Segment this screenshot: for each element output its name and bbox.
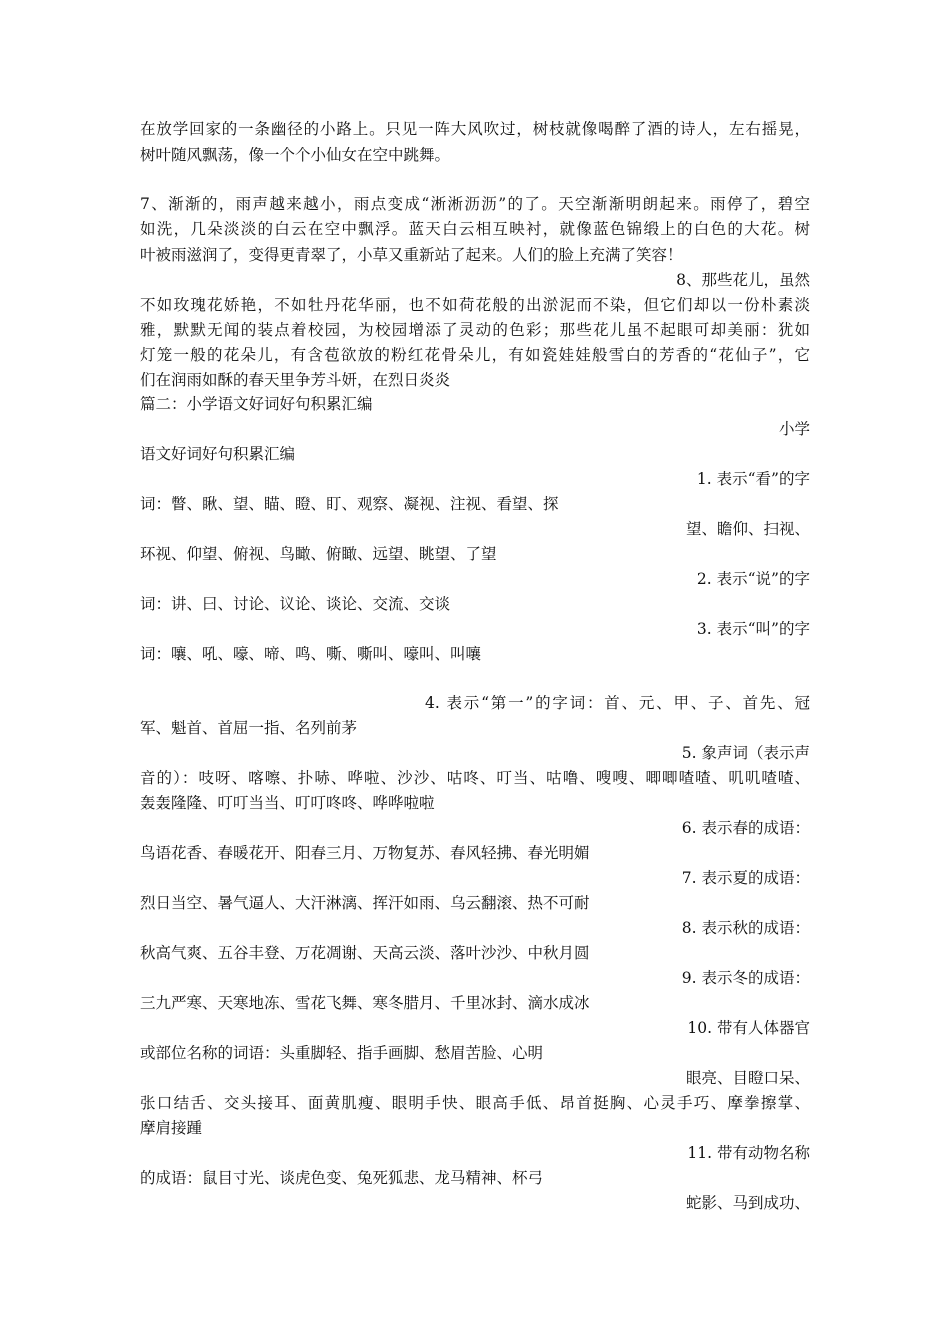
text-line: 蛇影、马到成功、 bbox=[685, 1194, 810, 1212]
text-line: 词：讲、曰、讨论、议论、谈论、交流、交谈 bbox=[140, 595, 451, 613]
text-line: 11. 带有动物名称 bbox=[687, 1144, 810, 1162]
text-line: 张口结舌、交头接耳、面黄肌瘦、眼明手快、眼高手低、昂首挺胸、心灵手巧、摩拳擦掌、 bbox=[140, 1094, 810, 1112]
text-line: 在放学回家的一条幽径的小路上。只见一阵大风吹过，树枝就像喝醉了酒的诗人，左右摇晃， bbox=[140, 120, 810, 138]
text-line: 们在润雨如酥的春天里争芳斗妍，在烈日炎炎 bbox=[140, 371, 451, 389]
text-line: 8. 表示秋的成语： bbox=[681, 919, 810, 937]
text-line: 树叶随风飘荡，像一个个小仙女在空中跳舞。 bbox=[140, 146, 451, 164]
text-line: 2. 表示“说”的字 bbox=[696, 570, 810, 588]
text-line: 小学 bbox=[778, 420, 810, 438]
text-line: 4. 表示“第一”的字词：首、元、甲、子、首先、冠 bbox=[425, 694, 810, 712]
text-line: 眼亮、目瞪口呆、 bbox=[685, 1069, 810, 1087]
text-line: 三九严寒、天寒地冻、雪花飞舞、寒冬腊月、千里冰封、滴水成冰 bbox=[140, 994, 590, 1012]
text-line: 军、魁首、首屈一指、名列前茅 bbox=[140, 719, 358, 737]
text-line: 词：嚷、吼、嚎、啼、鸣、嘶、嘶叫、嚎叫、叫嚷 bbox=[140, 645, 482, 663]
text-line: 5. 象声词（表示声 bbox=[681, 744, 810, 762]
text-line: 轰轰隆隆、叮叮当当、叮叮咚咚、哗哗啦啦 bbox=[140, 794, 435, 812]
text-line: 6. 表示春的成语： bbox=[681, 819, 810, 837]
text-line: 10. 带有人体器官 bbox=[687, 1019, 810, 1037]
text-line: 或部位名称的词语：头重脚轻、指手画脚、愁眉苦脸、心明 bbox=[140, 1044, 544, 1062]
text-line: 词：瞥、瞅、望、瞄、瞪、盯、观察、凝视、注视、看望、探 bbox=[140, 495, 559, 513]
text-line: 灯笼一般的花朵儿，有含苞欲放的粉红花骨朵儿，有如瓷娃娃般雪白的芳香的“花仙子”，它 bbox=[140, 346, 810, 364]
text-line: 的成语：鼠目寸光、谈虎色变、兔死狐悲、龙马精神、杯弓 bbox=[140, 1169, 544, 1187]
text-line: 3. 表示“叫”的字 bbox=[696, 620, 810, 638]
text-line: 语文好词好句积累汇编 bbox=[140, 445, 296, 463]
text-line: 秋高气爽、五谷丰登、万花凋谢、天高云淡、落叶沙沙、中秋月圆 bbox=[140, 944, 590, 962]
text-line: 音的）：吱呀、喀嚓、扑哧、哗啦、沙沙、咕咚、叮当、咕噜、嗖嗖、唧唧喳喳、叽叽喳喳、 bbox=[140, 769, 810, 787]
text-line: 1. 表示“看”的字 bbox=[696, 470, 810, 488]
text-line: 望、瞻仰、扫视、 bbox=[685, 520, 810, 538]
text-line: 如洗，几朵淡淡的白云在空中飘浮。蓝天白云相互映衬，就像蓝色锦缎上的白色的大花。树 bbox=[140, 220, 810, 238]
text-line: 不如玫瑰花娇艳，不如牡丹花华丽，也不如荷花般的出淤泥而不染，但它们却以一份朴素淡 bbox=[140, 296, 810, 314]
text-line: 烈日当空、暑气逼人、大汗淋漓、挥汗如雨、乌云翻滚、热不可耐 bbox=[140, 894, 590, 912]
text-line: 叶被雨滋润了，变得更青翠了，小草又重新站了起来。人们的脸上充满了笑容！ bbox=[140, 246, 683, 264]
text-line: 8、那些花儿，虽然 bbox=[676, 271, 810, 289]
text-line: 7. 表示夏的成语： bbox=[681, 869, 810, 887]
text-line: 雅，默默无闻的装点着校园，为校园增添了灵动的色彩；那些花儿虽不起眼可却美丽：犹如 bbox=[140, 321, 810, 339]
text-line: 7、渐渐的，雨声越来越小，雨点变成“淅淅沥沥”的了。天空渐渐明朗起来。雨停了，碧空 bbox=[140, 195, 810, 213]
section-heading: 篇二：小学语文好词好句积累汇编 bbox=[140, 395, 373, 413]
text-line: 鸟语花香、春暖花开、阳春三月、万物复苏、春风轻拂、春光明媚 bbox=[140, 844, 590, 862]
text-line: 环视、仰望、俯视、鸟瞰、俯瞰、远望、眺望、了望 bbox=[140, 545, 497, 563]
text-line: 9. 表示冬的成语： bbox=[681, 969, 810, 987]
text-line: 摩肩接踵 bbox=[140, 1119, 203, 1137]
